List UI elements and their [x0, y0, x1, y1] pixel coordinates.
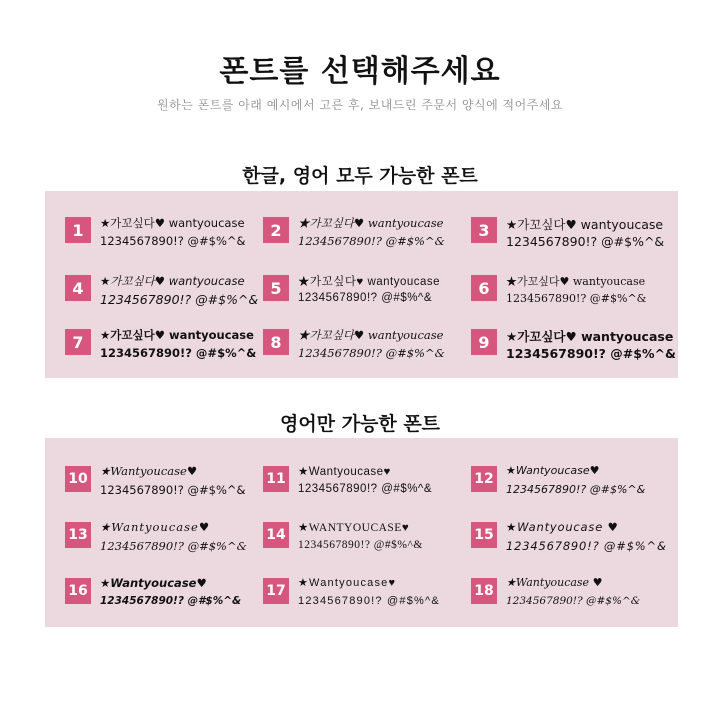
font-option-15[interactable] — [471, 520, 671, 560]
font-sample-line1: ★가꼬싶다♥ wantyoucase — [100, 328, 254, 342]
font-number-badge: 16 — [65, 578, 91, 604]
font-sample-line1: ★가꼬싶다♥ wantyoucase — [298, 216, 444, 230]
font-option-9[interactable] — [471, 327, 676, 367]
font-sample-line2: 1234567890!? @#$%^& — [298, 234, 445, 248]
font-sample-line2: 1234567890!? @#$%^& — [506, 346, 676, 361]
font-panel-english-only — [45, 438, 678, 627]
font-sample-line1: ★가꼬싶다♥ wantyoucase — [100, 216, 245, 230]
font-sample-line2: 1234567890!? @#$%^& — [298, 483, 433, 495]
font-sample-line1: ★Wantyoucase ♥ — [506, 520, 619, 534]
font-sample-line1: ★가꼬싶다♥ wantyoucase — [506, 329, 674, 344]
font-option-7[interactable] — [65, 327, 265, 367]
font-sample-line1: ★Wantyoucase♥ — [100, 464, 198, 478]
font-sample-line1: ★Wantyoucase♥ — [506, 464, 600, 477]
font-number-badge: 11 — [263, 466, 289, 492]
font-sample-line2: 1234567890!? @#$%^& — [298, 595, 440, 607]
font-sample-line2: 1234567890!? @#$%^& — [506, 292, 647, 305]
font-sample-line2: 1234567890!? @#$%^& — [298, 292, 433, 304]
font-sample-line1: ★가꼬싶다♥ wantyoucase — [298, 276, 441, 288]
font-sample-line1: ★가꼬싶다♥ wantyoucase — [298, 328, 444, 342]
font-number-badge: 4 — [65, 275, 91, 301]
page-title: 폰트를 선택해주세요 — [219, 54, 501, 89]
font-number-badge: 9 — [471, 329, 497, 355]
font-sample-line1: ★Wantyoucase ♥ — [506, 576, 603, 589]
font-sample-line2: 1234567890!? @#$%^& — [100, 539, 247, 553]
font-option-6[interactable] — [471, 273, 671, 313]
font-sample-line1: ★가꼬싶다♥ wantyoucase — [100, 274, 245, 288]
font-sample-line2: 1234567890!? @#$%^& — [506, 234, 665, 249]
font-option-13[interactable] — [65, 520, 265, 560]
font-sample-line2: 1234567890!? @#$%^& — [100, 595, 242, 607]
font-sample-line1: ★Wantyoucase♥ — [100, 576, 207, 590]
font-number-badge: 13 — [65, 522, 91, 548]
font-option-5[interactable] — [263, 273, 463, 313]
font-number-badge: 17 — [263, 578, 289, 604]
font-sample-line1: ★가꼬싶다♥ wantyoucase — [506, 217, 664, 232]
font-option-2[interactable] — [263, 215, 463, 255]
font-option-1[interactable] — [65, 215, 265, 255]
font-option-17[interactable] — [263, 576, 463, 616]
font-number-badge: 6 — [471, 275, 497, 301]
font-sample-line2: 1234567890!? @#$%^& — [506, 483, 646, 496]
font-number-badge: 12 — [471, 466, 497, 492]
font-sample-line1: ★Wantyoucase♥ — [298, 466, 391, 478]
font-number-badge: 10 — [65, 466, 91, 492]
font-number-badge: 2 — [263, 217, 289, 243]
font-sample-line2: 1234567890!? @#$%^& — [298, 346, 445, 360]
font-option-3[interactable] — [471, 215, 671, 255]
section-heading-english-only: 영어만 가능한 폰트 — [279, 413, 441, 435]
font-option-10[interactable] — [65, 464, 265, 504]
font-sample-line2: 1234567890!? @#$%^& — [298, 539, 423, 551]
font-sample-line1: ★가꼬싶다♥ wantyoucase — [506, 275, 646, 288]
font-number-badge: 3 — [471, 217, 497, 243]
font-number-badge: 8 — [263, 329, 289, 355]
font-number-badge: 18 — [471, 578, 497, 604]
font-sample-line1: ★WANTYOUCASE♥ — [298, 522, 410, 534]
font-panel-korean-english — [45, 191, 678, 378]
font-option-11[interactable] — [263, 464, 463, 504]
font-number-badge: 5 — [263, 275, 289, 301]
font-option-18[interactable] — [471, 576, 671, 616]
font-option-4[interactable] — [65, 273, 265, 313]
font-option-12[interactable] — [471, 464, 671, 504]
font-number-badge: 1 — [65, 217, 91, 243]
font-sample-line1: ★Wantyoucase♥ — [298, 577, 397, 589]
font-option-14[interactable] — [263, 520, 463, 560]
font-option-16[interactable] — [65, 576, 265, 616]
font-sample-line2: 1234567890!? @#$%^& — [100, 234, 246, 248]
font-sample-line2: 1234567890!? @#$%^& — [506, 539, 667, 553]
font-sample-line2: 1234567890!? @#$%^& — [506, 595, 641, 607]
section-heading-korean-english: 한글, 영어 모두 가능한 폰트 — [242, 165, 478, 187]
font-number-badge: 7 — [65, 329, 91, 355]
font-number-badge: 15 — [471, 522, 497, 548]
font-sample-line2: 1234567890!? @#$%^& — [100, 483, 246, 497]
font-sample-line2: 1234567890!? @#$%^& — [100, 346, 257, 360]
font-option-8[interactable] — [263, 327, 463, 367]
page-subtitle: 원하는 폰트를 아래 예시에서 고른 후, 보내드린 주문서 양식에 적어주세요 — [157, 98, 563, 112]
font-sample-line1: ★Wantyoucase♥ — [100, 520, 211, 534]
font-sample-line2: 1234567890!? @#$%^& — [100, 292, 259, 307]
font-number-badge: 14 — [263, 522, 289, 548]
